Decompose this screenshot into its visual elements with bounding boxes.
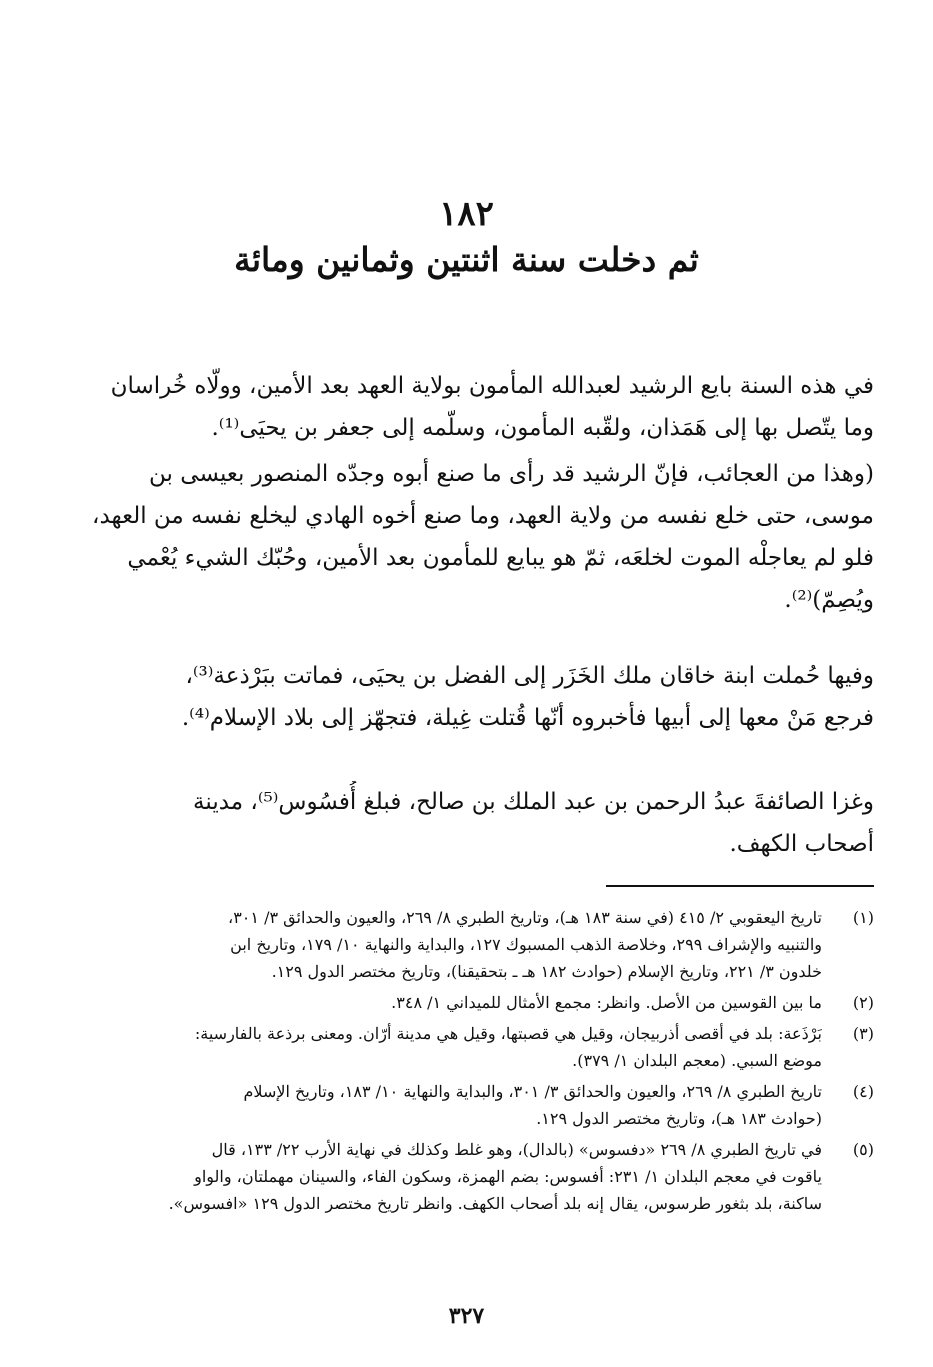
footnote-divider [606, 885, 874, 887]
footnote-line: خلدون ٣/ ٢٢١، وتاريخ الإسلام (حوادث ١٨٢ هـ ـ بتحقيقنا)، وتاريخ مختصر الدول ١٢٩. [271, 962, 822, 981]
footnote-number: (٥) [852, 1140, 874, 1159]
footnote-line: ياقوت في معجم البلدان ١/ ٢٣١: أفسوس: بضم الهمزة، وسكون الفاء، والسينان مهملتان، والواو [194, 1167, 822, 1186]
paragraph-4 [74, 781, 874, 865]
paragraph-line: أصحاب الكهف. [729, 831, 874, 857]
footnote-number: (٤) [852, 1082, 874, 1101]
paragraph-line: فرجع مَنْ معها إلى أبيها فأخبروه أنّها قُتلت غِيلة، فتجهّز إلى بلاد الإسلام⁽⁴⁾. [181, 705, 874, 731]
paragraph-line: وما يتّصل بها إلى هَمَذان، ولقّبه المأمون، وسلّمه إلى جعفر بن يحيَى⁽¹⁾. [211, 415, 874, 441]
footnote-line: في تاريخ الطبري ٨/ ٢٦٩ «دفسوس» (بالدال)، وهو غلط وكذلك في نهاية الأرب ٢٢/ ١٣٣، قال [211, 1140, 822, 1159]
footnote-4 [74, 1078, 874, 1132]
paragraph-line: وغزا الصائفةَ عبدُ الرحمن بن عبد الملك بن صالح، فبلغ أُفسُوس⁽⁵⁾، مدينة [193, 789, 874, 815]
footnote-2 [74, 989, 874, 1016]
footnote-line: تاريخ اليعقوبي ٢/ ٤١٥ (في سنة ١٨٣ هـ)، وتاريخ الطبري ٨/ ٢٦٩، والعيون والحدائق ٣/ ٣٠١، [228, 908, 822, 927]
footnote-line: ساكنة، بلد بثغور طرسوس، يقال إنه بلد أصحاب الكهف. وانظر تاريخ مختصر الدول ١٢٩ «افسوس». [168, 1194, 822, 1213]
paragraph-line: موسى، حتى خلع نفسه من ولاية العهد، وما صنع أخوه الهادي ليخلع نفسه من العهد، [92, 503, 874, 529]
footnote-number: (١) [852, 908, 874, 927]
footnote-3 [74, 1020, 874, 1074]
paragraph-line: (وهذا من العجائب، فإنّ الرشيد قد رأى ما صنع أبوه وجدّه المنصور بعيسى بن [149, 461, 874, 487]
footnote-line: (حوادث ١٨٣ هـ)، وتاريخ مختصر الدول ١٢٩. [536, 1109, 822, 1128]
chapter-title: ثم دخلت سنة اثنتين وثمانين ومائة [234, 240, 699, 279]
footnote-text [74, 1078, 822, 1132]
paragraph-line: ويُصِمّ)⁽²⁾. [784, 587, 874, 613]
paragraph-line: في هذه السنة بايع الرشيد لعبدالله المأمون بولاية العهد بعد الأمين، وولّاه خُراسان [110, 373, 874, 399]
footnote-5 [74, 1136, 874, 1217]
chapter-number: ١٨٢ [439, 194, 494, 234]
footnote-number: (٢) [852, 993, 874, 1012]
footnote-line: موضع السبي. (معجم البلدان ١/ ٣٧٩). [572, 1051, 822, 1070]
footnote-line: تاريخ الطبري ٨/ ٢٦٩، والعيون والحدائق ٣/ ٣٠١، والبداية والنهاية ١٠/ ١٨٣، وتاريخ الإسلام [243, 1082, 822, 1101]
footnote-line: بَرْذَعة: بلد في أقصى أذربيجان، وقيل هي قصبتها، وقيل هي مدينة أرّان. ومعنى برذعة بالفارسية: [194, 1024, 822, 1043]
footnote-text [74, 989, 822, 1016]
paragraph-2 [74, 453, 874, 621]
paragraph-1 [74, 365, 874, 449]
footnote-text [74, 1020, 822, 1074]
footnote-text [74, 904, 822, 985]
page-number: ٣٢٧ [448, 1303, 485, 1329]
footnotes [74, 904, 874, 1221]
footnote-text [74, 1136, 822, 1217]
footnote-line: ما بين القوسين من الأصل. وانظر: مجمع الأمثال للميداني ١/ ٣٤٨. [391, 993, 822, 1012]
paragraph-line: فلو لم يعاجلْه الموت لخلعَه، ثمّ هو يبايع للمأمون بعد الأمين، وحُبّك الشيء يُعْمي [127, 545, 874, 571]
footnote-1 [74, 904, 874, 985]
paragraph-line: وفيها حُملت ابنة خاقان ملك الخَزَر إلى الفضل بن يحيَى، فماتت ببَرْذعة⁽³⁾، [185, 663, 874, 689]
footnote-number: (٣) [852, 1024, 874, 1043]
footnote-line: والتنبيه والإشراف ٢٩٩، وخلاصة الذهب المسبوك ١٢٧، والبداية والنهاية ١٠/ ١٧٩، وتاريخ ابن [230, 935, 822, 954]
paragraph-3 [74, 655, 874, 739]
